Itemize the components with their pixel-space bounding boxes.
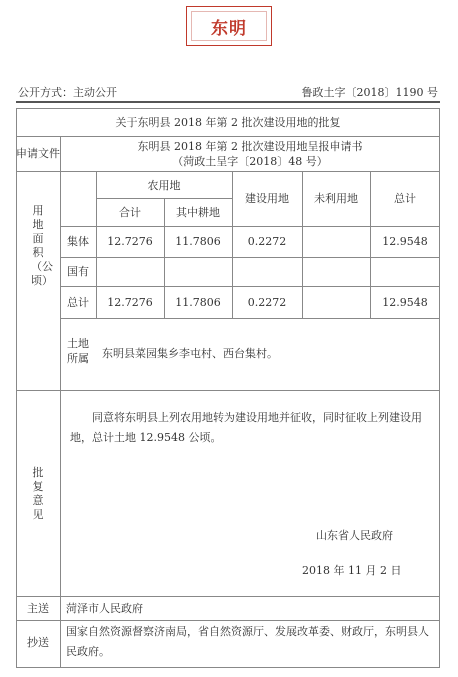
table-line — [16, 596, 440, 597]
cell-cultivated: 11.7806 — [175, 296, 221, 309]
approval-text: 同意将东明县上列农用地转为建设用地并征收，同时征收上列建设用地，总计土地 12.9548 公顷。 — [70, 411, 422, 444]
table-border-top — [16, 108, 440, 109]
area-label: 用地面积（公顷） — [31, 204, 53, 287]
table-line — [60, 318, 440, 319]
header-cultivated: 其中耕地 — [176, 206, 220, 219]
cc-label: 抄送 — [27, 636, 49, 649]
cell-cultivated: 11.7806 — [175, 235, 221, 248]
disclosure-method: 公开方式：主动公开 — [18, 86, 117, 99]
cc-recipients: 国家自然资源督察济南局，省自然资源厅、发展改革委、财政厅，东明县人民政府。 — [66, 625, 429, 658]
header-agri: 农用地 — [147, 179, 181, 192]
table-border-left — [16, 108, 17, 668]
badge-text: 东明 — [191, 11, 267, 41]
cell-construction: 0.2272 — [247, 235, 287, 248]
header-agri-total: 合计 — [119, 206, 141, 219]
header-total: 总计 — [394, 192, 416, 205]
main-recipient: 菏泽市人民政府 — [66, 602, 143, 615]
table-line — [16, 136, 440, 137]
table-line — [60, 286, 440, 287]
cell-total: 12.9548 — [382, 296, 428, 309]
row-label: 国有 — [67, 265, 89, 278]
header-rule — [16, 101, 440, 103]
cell-agri-total: 12.7276 — [107, 296, 153, 309]
application-label: 申请文件 — [16, 147, 60, 160]
table-line — [16, 390, 440, 391]
table-line — [60, 226, 440, 227]
ownership-label: 土地所属 — [67, 337, 89, 365]
issue-date: 2018 年 11 月 2 日 — [302, 564, 402, 577]
table-line — [16, 620, 440, 621]
form-title: 关于东明县 2018 年第 2 批次建设用地的批复 — [115, 116, 341, 129]
header-unused: 未利用地 — [314, 192, 358, 205]
header-construction: 建设用地 — [245, 192, 289, 205]
approval-label: 批复意见 — [32, 466, 44, 521]
issuer: 山东省人民政府 — [316, 529, 393, 542]
table-border-bottom — [16, 667, 440, 668]
table-line — [60, 136, 61, 668]
row-label: 集体 — [67, 235, 89, 248]
cell-construction: 0.2272 — [247, 296, 287, 309]
cell-total: 12.9548 — [382, 235, 428, 248]
document-number: 鲁政土字〔2018〕1190 号 — [301, 86, 438, 99]
cell-agri-total: 12.7276 — [107, 235, 153, 248]
table-line — [16, 171, 440, 172]
ownership-value: 东明县菜园集乡李屯村、西台集村。 — [102, 347, 278, 360]
approval-form-table — [16, 108, 440, 668]
main-recipient-label: 主送 — [27, 602, 49, 615]
application-line-1: 东明县 2018 年第 2 批次建设用地呈报申请书 — [137, 140, 363, 153]
row-label: 总计 — [67, 296, 89, 309]
application-line-2: （菏政土呈字〔2018〕48 号） — [172, 155, 328, 168]
table-line — [60, 257, 440, 258]
header-badge — [186, 6, 272, 46]
